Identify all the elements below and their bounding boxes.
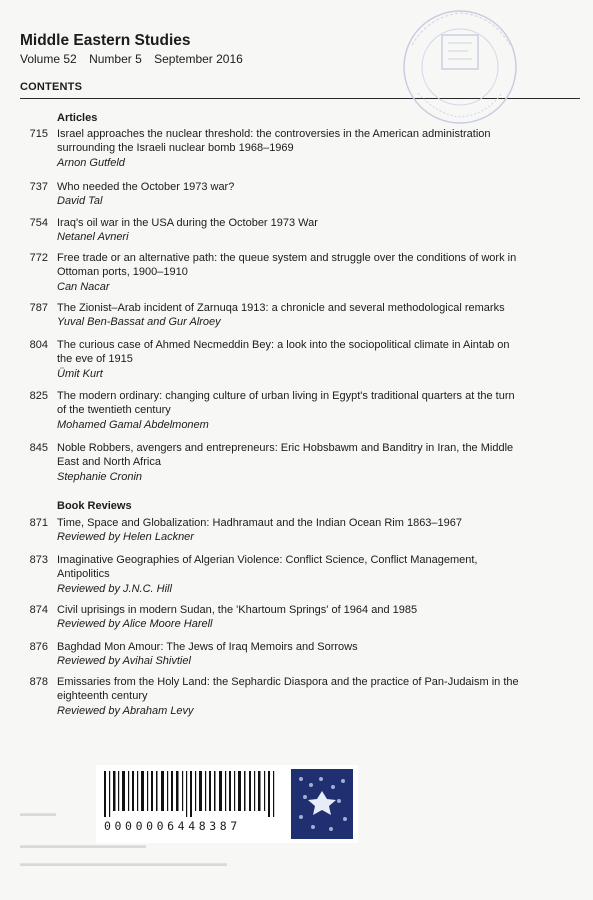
article-author: David Tal [57,195,103,208]
library-stamp-icon [398,5,523,130]
review-title: Emissaries from the Holy Land: the Sephardic Diaspora and the practice of Pan-Judaism in the eighteenth century [57,676,519,703]
article-author: Netanel Avneri [57,231,129,244]
article-page: 845 [29,442,48,454]
journal-title: Middle Eastern Studies [20,32,191,49]
article-title: The modern ordinary: changing culture of urban living in Egypt's traditional quarters at the turn of the twentieth century [57,390,515,417]
article-page: 787 [29,302,48,314]
article-page: 825 [29,390,48,402]
library-logo-icon [291,769,353,839]
review-title: Time, Space and Globalization: Hadhramaut and the Indian Ocean Rim 1863–1967 [57,517,463,529]
review-title: Imaginative Geographies of Algerian Violence: Conflict Science, Conflict Management, Antipolitics [57,554,478,581]
article-title: Noble Robbers, avengers and entrepreneurs: Eric Hobsbawm and Banditry in Iran, the Middle East and North Africa [57,442,514,469]
article-page: 804 [29,339,48,351]
article-title: Iraq's oil war in the USA during the October 1973 War [57,217,318,229]
article-author: Arnon Gutfeld [57,156,125,169]
review-title: Baghdad Mon Amour: The Jews of Iraq Memoirs and Sorrows [57,641,358,653]
review-author: Reviewed by J.N.C. Hill [57,582,172,595]
date-label: September 2016 [154,52,243,66]
bleed-through-text: ▬▬▬▬▬▬▬▬▬▬▬▬▬▬▬▬▬▬▬▬▬▬▬ [20,858,227,868]
review-page: 876 [29,641,48,653]
review-page: 873 [29,554,48,566]
barcode-number: 0000006448387 [104,819,241,833]
barcode-label [96,765,358,843]
review-author: Reviewed by Helen Lackner [57,531,194,544]
article-title: Who needed the October 1973 war? [57,181,235,193]
review-author: Reviewed by Abraham Levy [57,704,194,717]
article-page: 754 [29,217,48,229]
number-label: Number 5 [89,52,142,66]
contents-heading: CONTENTS [20,81,83,93]
articles-heading: Articles [57,112,98,124]
article-title: The curious case of Ahmed Necmeddin Bey: a look into the sociopolitical climate in Aintab on the eve of 1915 [57,339,510,366]
review-author: Reviewed by Avihai Shivtiel [57,655,191,668]
review-page: 871 [29,517,48,529]
article-author: Stephanie Cronin [57,470,143,483]
bleed-through-text: ▬▬▬▬▬▬▬▬▬▬▬▬▬▬ [20,840,146,850]
article-author: Can Nacar [57,280,110,293]
barcode-icon [104,771,279,817]
article-title: Israel approaches the nuclear threshold: the controversies in the American administration surrounding the Israeli nuclear bomb 1968–1969 [57,128,491,155]
review-page: 878 [29,676,48,688]
article-author: Mohamed Gamal Abdelmonem [57,418,209,431]
article-title: Free trade or an alternative path: the queue system and struggle over the conditions of work in Ottoman ports, 1900–1910 [57,252,517,279]
article-author: Ümit Kurt [57,367,103,380]
bleed-through-text: ▬▬▬▬ [20,808,56,818]
article-title: The Zionist–Arab incident of Zarnuqa 1913: a chronicle and several methodological remarks [57,302,505,314]
volume-label: Volume 52 [20,52,77,66]
article-page: 737 [29,181,48,193]
review-author: Reviewed by Alice Moore Harell [57,618,213,631]
book-reviews-heading: Book Reviews [57,500,132,512]
journal-issue-info [20,52,252,66]
article-author: Yuval Ben-Bassat and Gur Alroey [57,316,221,329]
article-page: 772 [29,252,48,264]
review-title: Civil uprisings in modern Sudan, the 'Khartoum Springs' of 1964 and 1985 [57,604,418,616]
article-page: 715 [29,128,48,140]
review-page: 874 [29,604,48,616]
